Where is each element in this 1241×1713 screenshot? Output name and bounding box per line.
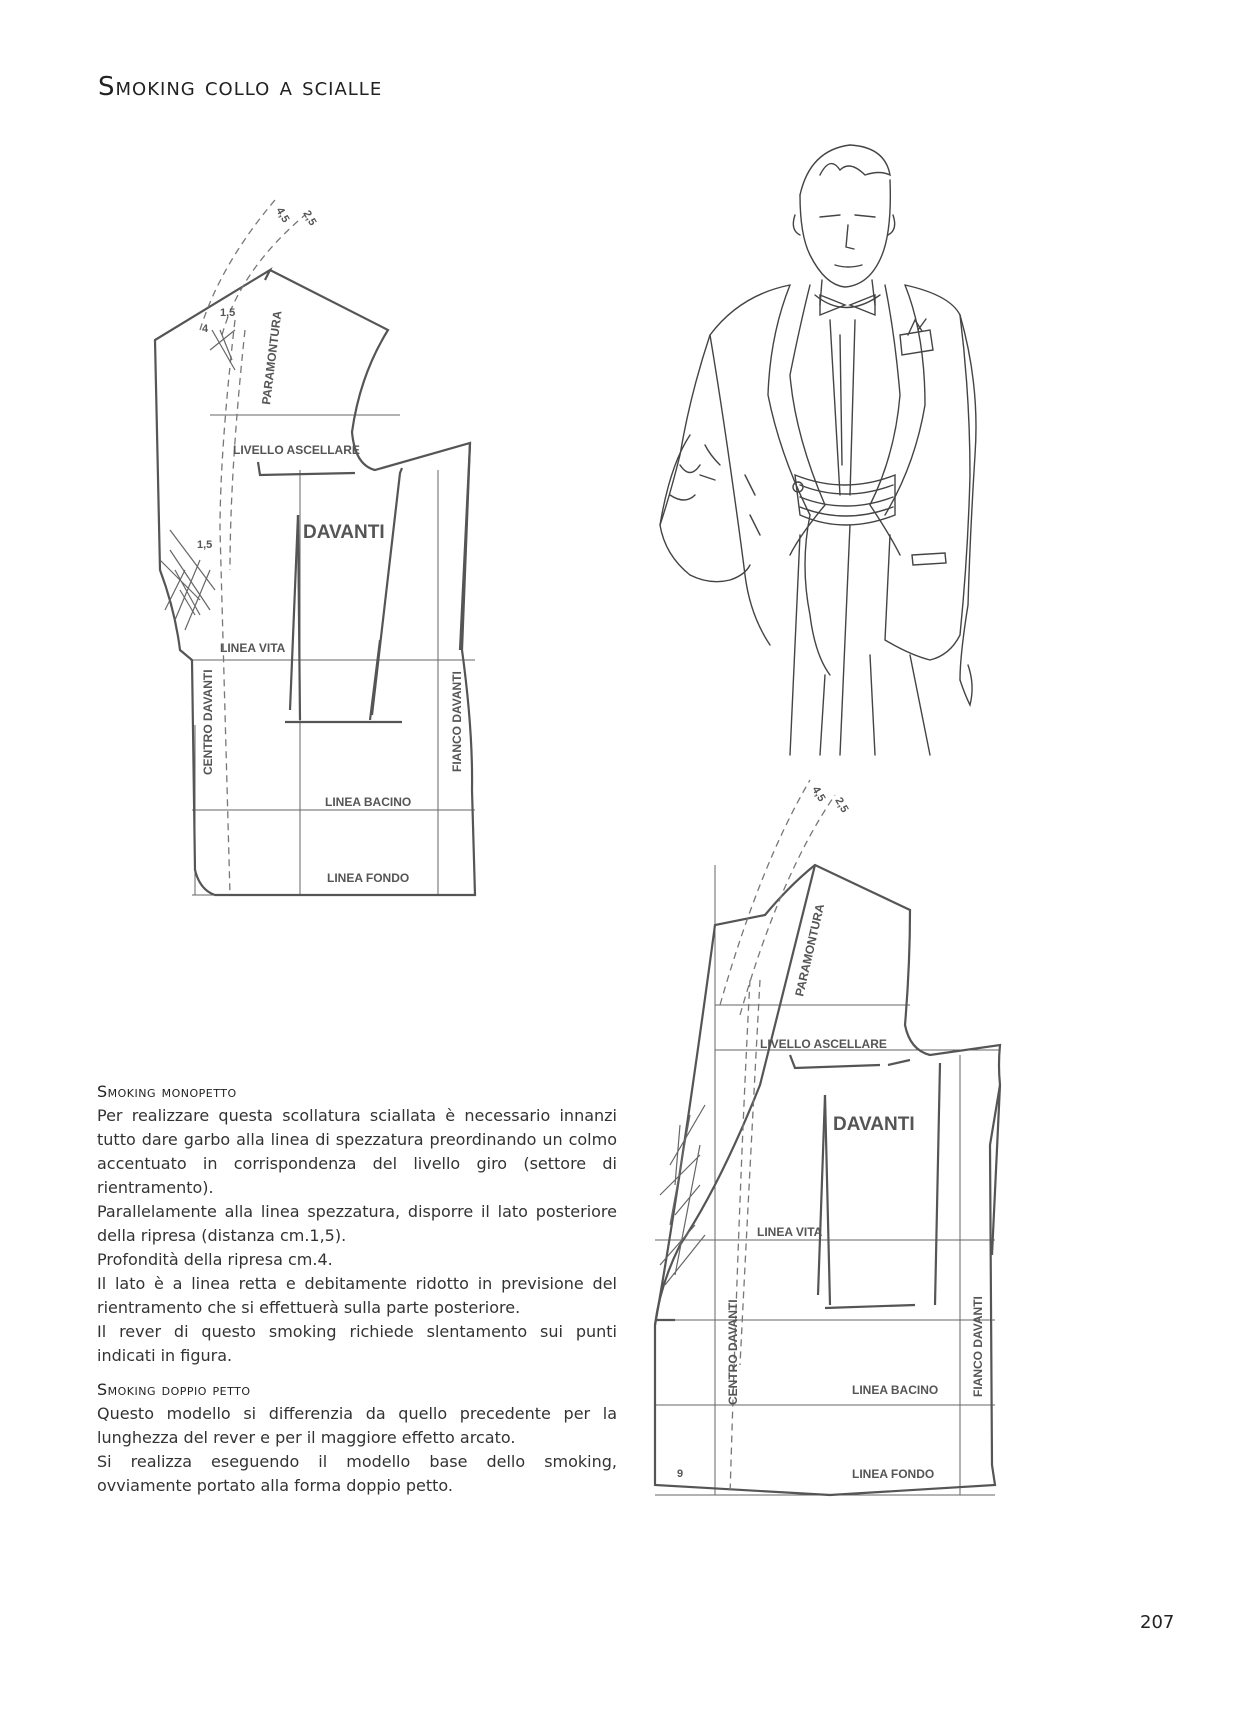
measure-1-5-side: 1,5	[197, 539, 213, 551]
paragraph: Si realizza eseguendo il modello base dello smoking, ovviamente portato alla forma doppio petto.	[97, 1452, 617, 1495]
label-livello-ascellare-b: LIVELLO ASCELLARE	[760, 1037, 887, 1051]
paragraph: Il rever di questo smoking richiede slentamento sui punti indicati in figura.	[97, 1322, 617, 1365]
measure-2-5-b: 2,5	[832, 795, 851, 815]
pattern-monopetto-figure	[140, 170, 520, 990]
label-fianco-davanti-b: FIANCO DAVANTI	[971, 1296, 985, 1397]
measure-4: 4	[202, 323, 209, 335]
page-number: 207	[1140, 1612, 1175, 1633]
label-davanti-b: DAVANTI	[833, 1114, 915, 1135]
label-linea-bacino: LINEA BACINO	[325, 795, 412, 809]
section-heading: Smoking monopetto	[97, 1082, 237, 1101]
section-monopetto	[97, 1080, 617, 1368]
measure-4-5-b: 4,5	[809, 784, 828, 804]
pattern-doppiopetto-drawing	[640, 765, 1020, 1625]
label-paramontura-b: PARAMONTURA	[792, 902, 828, 998]
label-centro-davanti: CENTRO DAVANTI	[201, 669, 215, 775]
label-linea-vita-b: LINEA VITA	[757, 1225, 823, 1239]
measure-1-5-top: 1,5	[220, 307, 236, 319]
label-davanti: DAVANTI	[303, 522, 385, 543]
label-linea-bacino-b: LINEA BACINO	[852, 1383, 939, 1397]
pattern-doppiopetto-figure	[640, 765, 1020, 1625]
measure-9: 9	[677, 1468, 684, 1480]
section-doppiopetto	[97, 1378, 617, 1498]
paragraph: Parallelamente alla linea spezzatura, disporre il lato posteriore della ripresa (distanza cm.1,5).	[97, 1202, 617, 1245]
label-linea-fondo: LINEA FONDO	[327, 871, 410, 885]
paragraph: Profondità della ripresa cm.4.	[97, 1250, 333, 1269]
label-linea-vita: LINEA VITA	[220, 641, 286, 655]
section-heading: Smoking doppio petto	[97, 1380, 251, 1399]
paragraph: Questo modello si differenzia da quello precedente per la lunghezza del rever e per il maggiore effetto arcato.	[97, 1404, 617, 1447]
paragraph: Per realizzare questa scollatura sciallata è necessario innanzi tutto dare garbo alla linea di spezzatura preordinando un colmo accentuato in corrispondenza del livello giro (settore di rientramento).	[97, 1106, 617, 1197]
tuxedo-sketch	[650, 135, 1010, 825]
measure-4-5: 4,5	[273, 205, 292, 225]
paragraph: Il lato è a linea retta e debitamente ridotto in previsione del rientramento che si effettuerà sulla parte posteriore.	[97, 1274, 617, 1317]
label-fianco-davanti: FIANCO DAVANTI	[450, 671, 464, 772]
label-centro-davanti-b: CENTRO DAVANTI	[726, 1299, 740, 1405]
tuxedo-illustration	[650, 135, 1010, 825]
pattern-monopetto-drawing	[140, 170, 520, 990]
page-title: Smoking collo a scialle	[98, 72, 383, 102]
measure-2-5: 2,5	[300, 208, 319, 228]
label-livello-ascellare: LIVELLO ASCELLARE	[233, 443, 360, 457]
label-linea-fondo-b: LINEA FONDO	[852, 1467, 935, 1481]
label-paramontura: PARAMONTURA	[259, 309, 285, 406]
